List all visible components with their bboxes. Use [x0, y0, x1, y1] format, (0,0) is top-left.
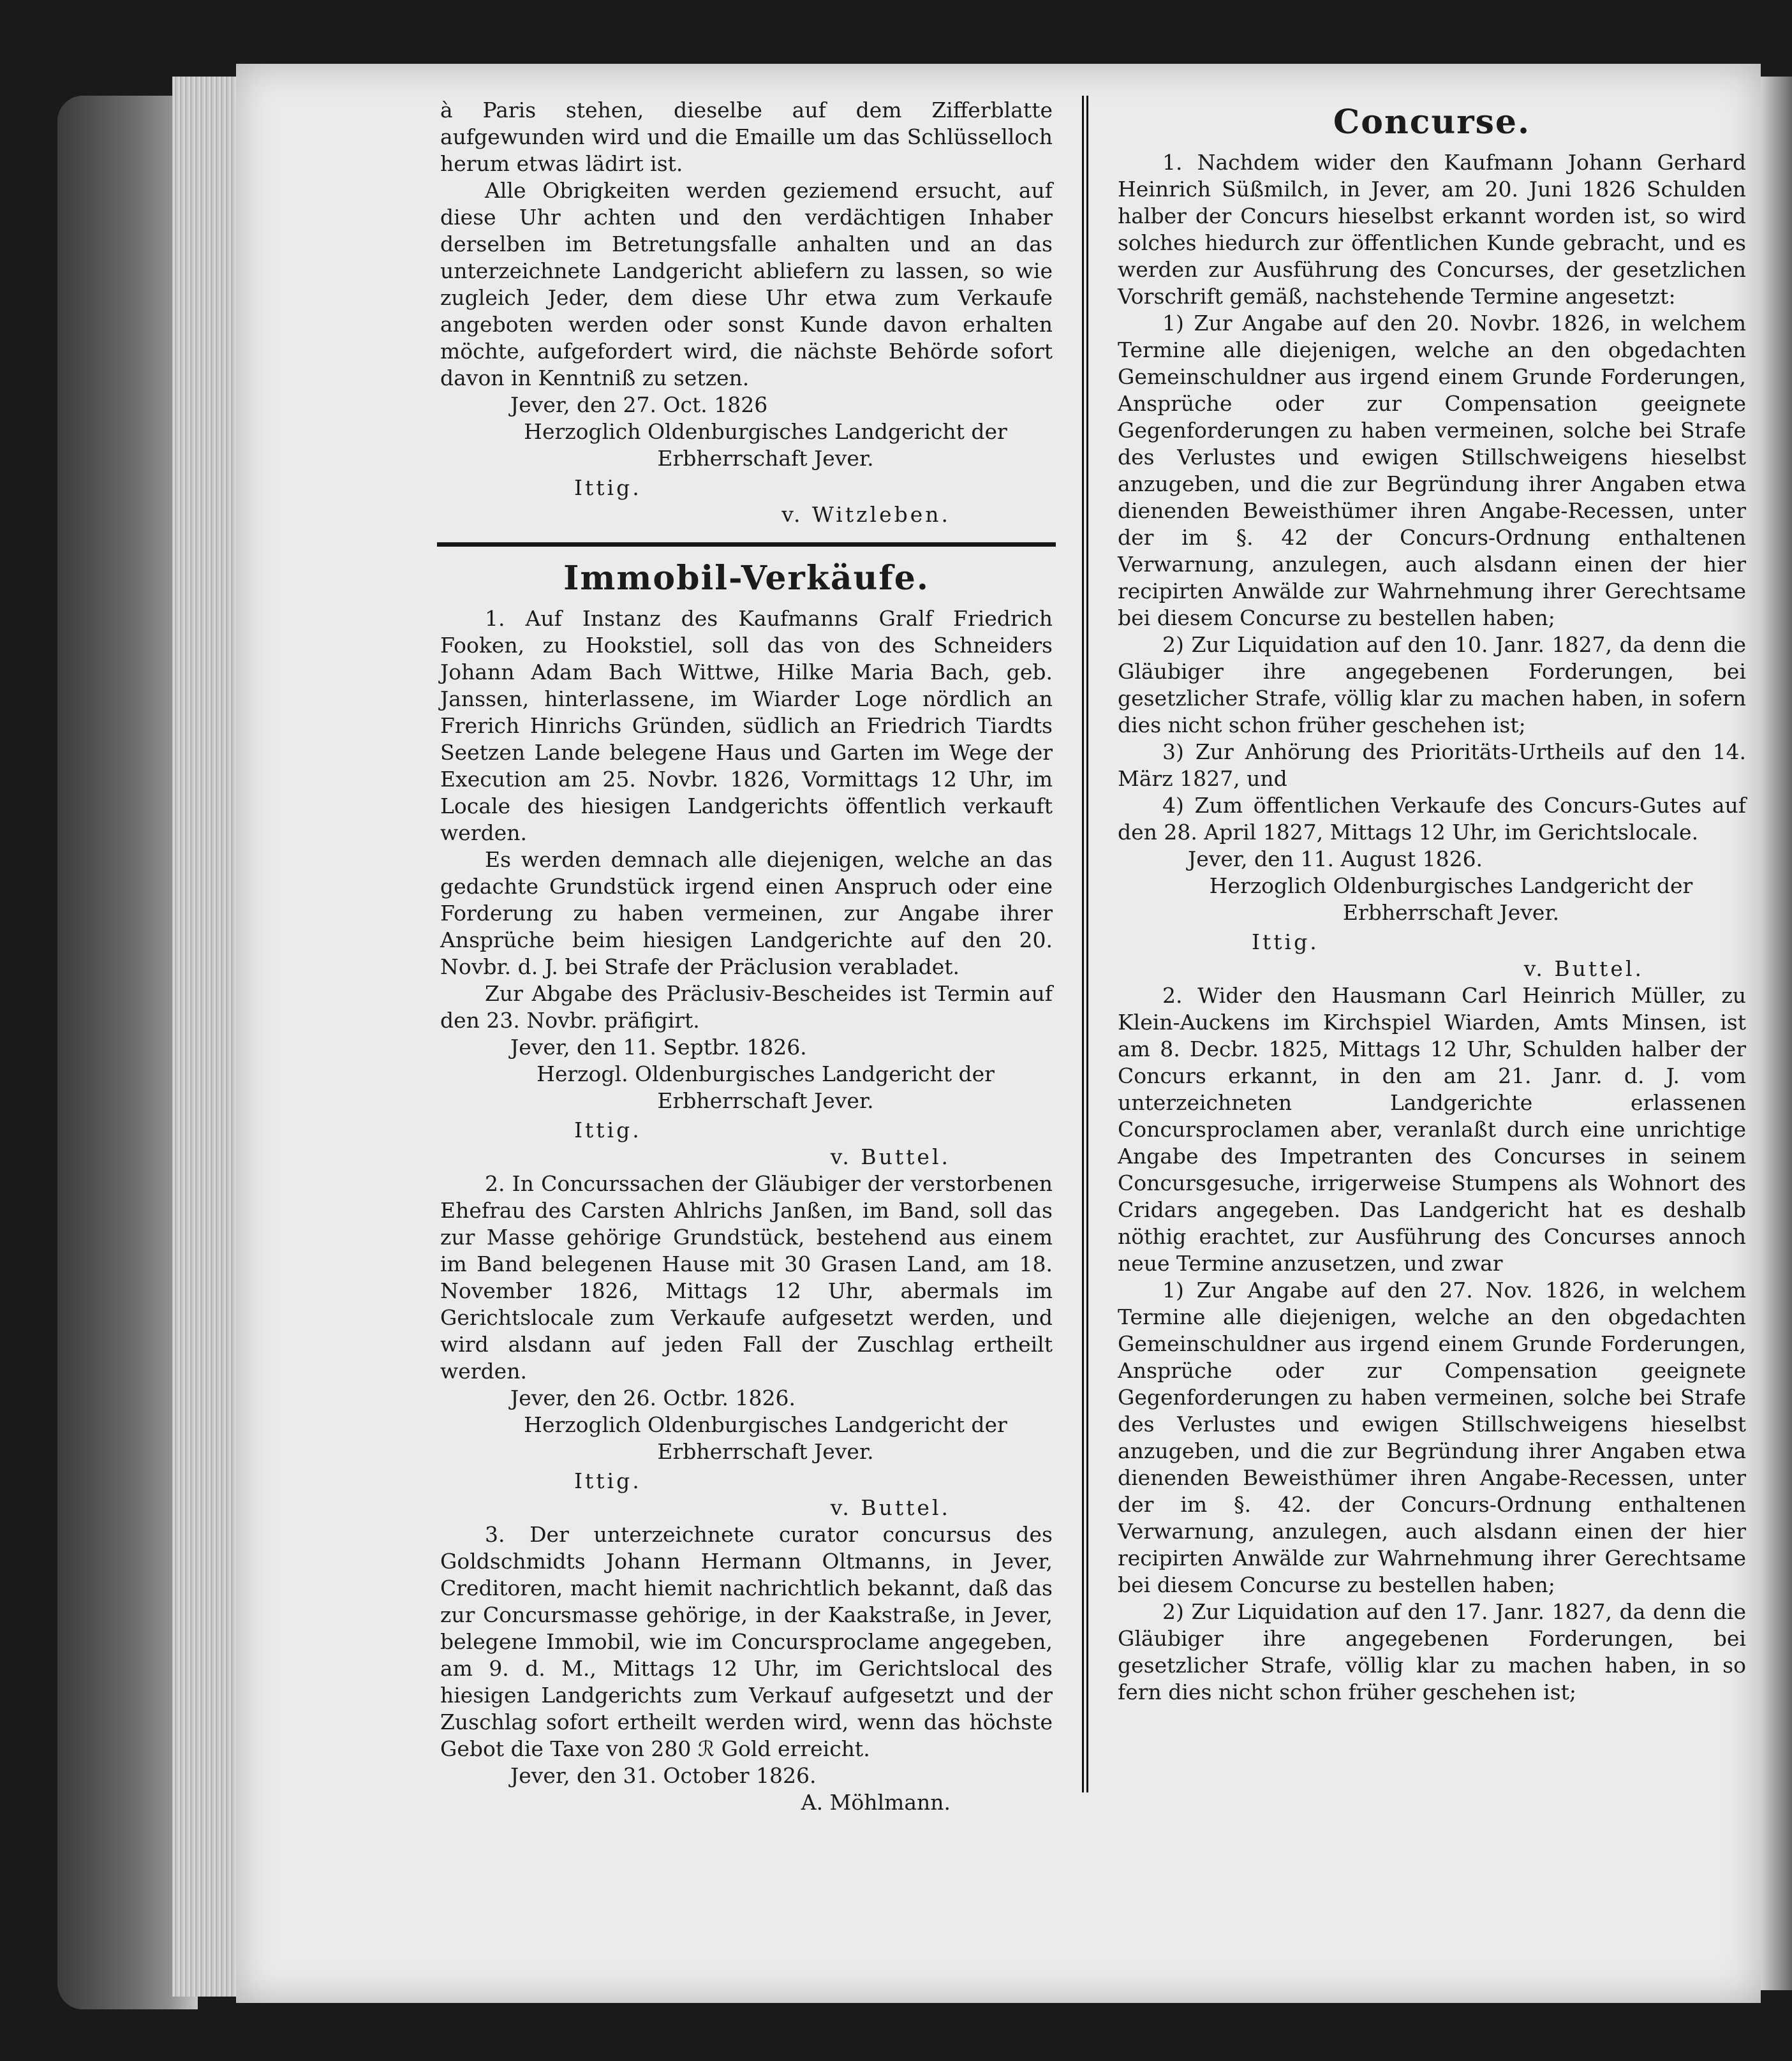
paragraph: 3. Der unterzeichnete curator concursus des Goldschmidts Johann Hermann Oltmanns, in Jever, Creditoren, macht hiemit nachrichtlich bekannt, daß das zur Concursmasse gehörige, in der Kaakstraße, in Jever, belegene Immobil, wie im Concursproclame angegeben, am 9. d. M., Mittags 12 Uhr, im Gerichtslocal des hiesigen Landgerichts zum Verkauf aufgesetzt und der Zuschlag sofort ertheilt werden wird, wenn das höchste Gebot die Taxe von 280 ℛ Gold erreicht.: [440, 1522, 1053, 1761]
page-stack-edge: [172, 77, 242, 1997]
paragraph: Es werden demnach alle diejenigen, welche an das gedachte Grundstück irgend einen Anspruch oder eine Forderung zu haben vermeinen, zur Angabe ihrer Ansprüche beim hiesigen Landgerichte auf den 20. Novbr. d. J. bei Strafe der Präclusion verabladet.: [440, 847, 1053, 979]
paragraph: Alle Obrigkeiten werden geziemend ersucht, auf diese Uhr achten und den verdächtigen Inhaber derselben im Betretungsfalle anhalten und an das unterzeichnete Landgericht abliefern zu lassen, so wie zugleich Jeder, dem diese Uhr etwa zum Verkaufe angeboten werden oder sonst Kunde davon erhalten möchte, aufgefordert wird, die nächste Behörde sofort davon in Kenntniß zu setzen.: [440, 178, 1053, 390]
list-item: 2) Zur Liquidation auf den 10. Janr. 1827, da denn die Gläubiger ihre angegebenen Forderungen, bei gesetzlicher Strafe, völlig klar zu machen haben, in sofern dies nicht schon früher geschehen ist;: [1118, 632, 1746, 737]
right-column: [1118, 97, 1746, 1706]
paragraph: 1. Nachdem wider den Kaufmann Johann Gerhard Heinrich Süßmilch, in Jever, am 20. Juni 1826 Schulden halber der Concurs hieselbst erkannt worden ist, so wird solches hiedurch zur öffentlichen Kunde gebracht, und es werden zur Ausführung des Concurses, der gesetzlichen Vorschrift gemäß, nachstehende Termine angesetzt:: [1118, 150, 1746, 309]
signature-right: v. Witzleben.: [781, 502, 951, 527]
list-item: 1) Zur Angabe auf den 27. Nov. 1826, in welchem Termine alle diejenigen, welche an den obgedachten Gemeinschuldner aus irgend einem Grunde Forderungen, Ansprüche oder zur Compensation geeignete Gegenforderungen zu haben vermeinen, solche bei Strafe des Verlustes und ewigen Stillschweigens hieselbst anzugeben, und die zur Begründung ihrer Angaben etwa dienenden Beweisthümer ihren Angabe-Recessen, unter der im §. 42. der Concurs-Ordnung enthaltenen Verwarnung, anzulegen, auch alsdann einen der hier recipirten Anwälde zur Wahrnehmung ihrer Gerechtsame bei diesem Concurse zu bestellen haben;: [1118, 1278, 1746, 1597]
dateline: Jever, den 26. Octbr. 1826.: [510, 1385, 796, 1410]
signature-left: Ittig.: [1252, 929, 1319, 954]
authority-line: Herzogl. Oldenburgisches Landgericht der Erbherrschaft Jever.: [537, 1061, 995, 1113]
list-item: 1) Zur Angabe auf den 20. Novbr. 1826, in welchem Termine alle diejenigen, welche an den obgedachten Gemeinschuldner aus irgend einem Grunde Forderungen, Ansprüche oder zur Compensation geeignete Gegenforderungen zu haben vermeinen, solche bei Strafe des Verlustes und ewigen Stillschweigens hieselbst anzugeben, und die zur Begründung ihrer Angaben etwa dienenden Beweisthümer ihren Angabe-Recessen, unter der im §. 42 der Concurs-Ordnung enthaltenen Verwarnung, anzulegen, auch alsdann einen der hier recipirten Anwälde zur Wahrnehmung ihrer Gerechtsame bei diesem Concurse zu bestellen haben;: [1118, 311, 1746, 630]
signature-right: v. Buttel.: [830, 1495, 951, 1520]
signature-right: A. Möhlmann.: [801, 1790, 951, 1815]
facing-page-edge: [1761, 77, 1792, 1990]
signature-right: v. Buttel.: [830, 1144, 951, 1169]
section-heading: Immobil-Verkäufe.: [563, 559, 929, 598]
list-item: 4) Zum öffentlichen Verkaufe des Concurs-Gutes auf den 28. April 1827, Mittags 12 Uhr, im Gerichtslocale.: [1118, 793, 1746, 845]
authority-line: Herzoglich Oldenburgisches Landgericht der Erbherrschaft Jever.: [524, 419, 1007, 471]
signature-left: Ittig.: [574, 1118, 642, 1142]
section-divider: [437, 542, 1056, 547]
section-heading: Concurse.: [1333, 103, 1531, 142]
list-item: 3) Zur Anhörung des Prioritäts-Urtheils auf den 14. März 1827, und: [1118, 739, 1746, 791]
signature-left: Ittig.: [574, 1468, 642, 1493]
dateline: Jever, den 31. October 1826.: [510, 1763, 817, 1788]
dateline: Jever, den 11. August 1826.: [1188, 846, 1483, 871]
authority-line: Herzoglich Oldenburgisches Landgericht der Erbherrschaft Jever.: [1209, 873, 1693, 925]
paragraph: 1. Auf Instanz des Kaufmanns Gralf Friedrich Fooken, zu Hookstiel, soll das von des Schneiders Johann Adam Bach Wittwe, Hilke Maria Bach, geb. Janssen, hinterlassene, im Wiarder Loge nördlich an Frerich Hinrichs Gründen, südlich an Friedrich Tiardts Seetzen Lande belegene Haus und Garten im Wege der Execution am 25. Novbr. 1826, Vormittags 12 Uhr, im Locale des hiesigen Landgerichts öffentlich verkauft werden.: [440, 606, 1053, 845]
list-item: 2) Zur Liquidation auf den 17. Janr. 1827, da denn die Gläubiger ihre angegebenen Forderungen, bei gesetzlicher Strafe, völlig klar zu machen haben, in so fern dies nicht schon früher geschehen ist;: [1118, 1599, 1746, 1704]
paragraph: Zur Abgabe des Präclusiv-Bescheides ist Termin auf den 23. Novbr. präfigirt.: [440, 981, 1053, 1033]
signature-right: v. Buttel.: [1523, 956, 1644, 981]
authority-line: Herzoglich Oldenburgisches Landgericht der Erbherrschaft Jever.: [524, 1412, 1007, 1464]
dateline: Jever, den 11. Septbr. 1826.: [510, 1035, 807, 1060]
paragraph: 2. Wider den Hausmann Carl Heinrich Müller, zu Klein-Auckens im Kirchspiel Wiarden, Amts Minsen, ist am 8. Decbr. 1825, Mittags 12 Uhr, Schulden halber der Concurs erkannt, in den am 21. Janr. d. J. vom unterzeichneten Landgerichte erlassenen Concursproclamen aber, veranlaßt durch eine unrichtige Angabe des Impetranten des Concurses in seinem Concursgesuche, irrigerweise Stumpens als Wohnort des Cridars angegeben. Das Landgericht hat es deshalb nöthig erachtet, zur Ausführung des Concurses annoch neue Termine anzusetzen, und zwar: [1118, 983, 1746, 1276]
paragraph: 2. In Concurssachen der Gläubiger der verstorbenen Ehefrau des Carsten Ahlrichs Janßen, im Band, soll das zur Masse gehörige Grundstück, bestehend aus einem im Band belegenen Hause mit 30 Grasen Land, am 18. November 1826, Mittags 12 Uhr, abermals im Gerichtslocale zum Verkaufe aufgesetzt werden, und wird alsdann auf jeden Fall der Zuschlag ertheilt werden.: [440, 1171, 1053, 1384]
left-column: [440, 97, 1053, 1816]
column-divider: [1082, 96, 1088, 1792]
paragraph: à Paris stehen, dieselbe auf dem Zifferblatte aufgewunden wird und die Emaille um das Schlüsselloch herum etwas lädirt ist.: [440, 98, 1053, 176]
dateline: Jever, den 27. Oct. 1826: [510, 392, 768, 417]
signature-left: Ittig.: [574, 475, 642, 500]
